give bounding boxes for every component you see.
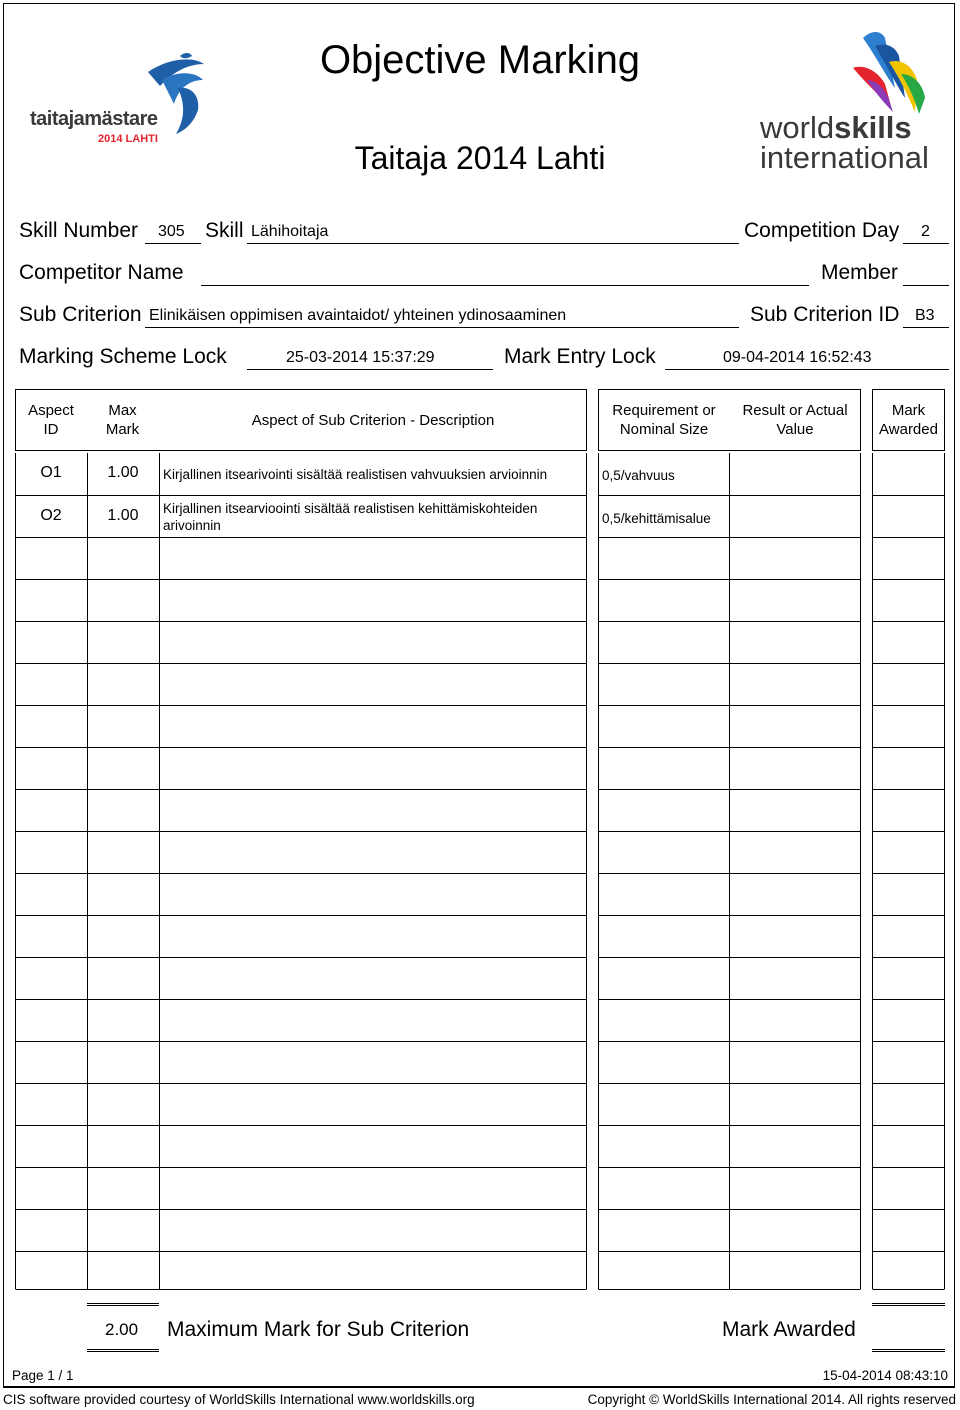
header-result: Result or Actual Value (742, 402, 848, 438)
marking-scheme-lock-label: Marking Scheme Lock (19, 345, 227, 368)
page-title: Objective Marking (319, 38, 641, 82)
worldskills-skills: skills (834, 110, 912, 145)
max-total-label: Maximum Mark for Sub Criterion (167, 1318, 470, 1341)
marking-scheme-lock-value: 25-03-2014 15:37:29 (286, 349, 435, 366)
row-o2-awarded[interactable] (873, 496, 944, 538)
footer-rule (3, 1387, 955, 1388)
sub-criterion-value: Elinikäisen oppimisen avaintaidot/ yhteinen ydinosaaminen (149, 307, 567, 324)
marking-scheme-lock-line (247, 369, 493, 370)
sub-criterion-label: Sub Criterion (19, 303, 142, 326)
skill-label: Skill (205, 219, 244, 242)
max-total-rule-bottom (87, 1349, 159, 1352)
row-o1-result[interactable] (730, 453, 860, 495)
awarded-total-rule-bottom (872, 1349, 945, 1352)
header-awarded: Mark Awarded (879, 402, 938, 438)
sub-criterion-id-label: Sub Criterion ID (750, 303, 900, 326)
worldskills-world: world (760, 110, 835, 145)
awarded-total-rule-top (872, 1303, 945, 1306)
print-timestamp: 15-04-2014 08:43:10 (822, 1368, 948, 1383)
sub-criterion-line (145, 327, 739, 328)
row-o1-id: O1 (40, 464, 62, 481)
competition-day-value: 2 (921, 223, 930, 240)
header-requirement: Requirement or Nominal Size (612, 402, 716, 438)
mark-entry-lock-label: Mark Entry Lock (504, 345, 656, 368)
row-o2-max: 1.00 (107, 507, 139, 524)
worldskills-international: international (760, 140, 929, 175)
sub-criterion-id-line (903, 327, 949, 328)
page-frame (3, 3, 955, 1387)
awarded-total-label: Mark Awarded (722, 1318, 856, 1341)
max-total-value: 2.00 (105, 1320, 139, 1339)
row-o1-awarded[interactable] (873, 453, 944, 495)
row-o1-max: 1.00 (107, 464, 139, 481)
skill-number-label: Skill Number (19, 219, 139, 242)
competitor-name-line (201, 285, 809, 286)
taitaja-logo-text: taitajamästare (30, 108, 158, 130)
row-o2-requirement: 0,5/kehittämisalue (602, 510, 711, 526)
sub-criterion-id-value: B3 (915, 307, 935, 324)
competition-day-label: Competition Day (744, 219, 900, 242)
courtesy-text: CIS software provided courtesy of WorldSkills International www.worldskills.org (3, 1392, 475, 1407)
row-o2-result[interactable] (730, 496, 860, 538)
skill-line (247, 243, 739, 244)
skill-number-value: 305 (158, 223, 185, 240)
member-line (903, 285, 949, 286)
row-o1-description: Kirjallinen itsearivointi sisältää realistisen vahvuuksien arvioinnin (163, 466, 548, 482)
page-number: Page 1 / 1 (12, 1368, 74, 1383)
mark-entry-lock-line (665, 369, 949, 370)
header-aspect-id: Aspect ID (28, 402, 74, 438)
row-o2-id: O2 (40, 507, 62, 524)
max-total-rule-top (87, 1303, 159, 1306)
header-description: Aspect of Sub Criterion - Description (251, 411, 495, 429)
competitor-name-label: Competitor Name (19, 261, 184, 284)
page-subtitle: Taitaja 2014 Lahti (354, 140, 606, 176)
copyright-text: Copyright © WorldSkills International 2014. All rights reserved (587, 1392, 956, 1407)
skill-value: Lähihoitaja (251, 223, 329, 240)
row-o1-requirement: 0,5/vahvuus (602, 467, 675, 483)
competition-day-line (903, 243, 949, 244)
taitaja-logo-year: 2014 LAHTI (98, 133, 158, 145)
row-o2-description: Kirjallinen itsearvioointi sisältää realistisen kehittämiskohteiden arivoinnin (163, 501, 538, 533)
mark-entry-lock-value: 09-04-2014 16:52:43 (723, 349, 872, 366)
member-label: Member (821, 261, 899, 284)
skill-number-line (145, 243, 201, 244)
header-max-mark: Max Mark (105, 402, 140, 438)
